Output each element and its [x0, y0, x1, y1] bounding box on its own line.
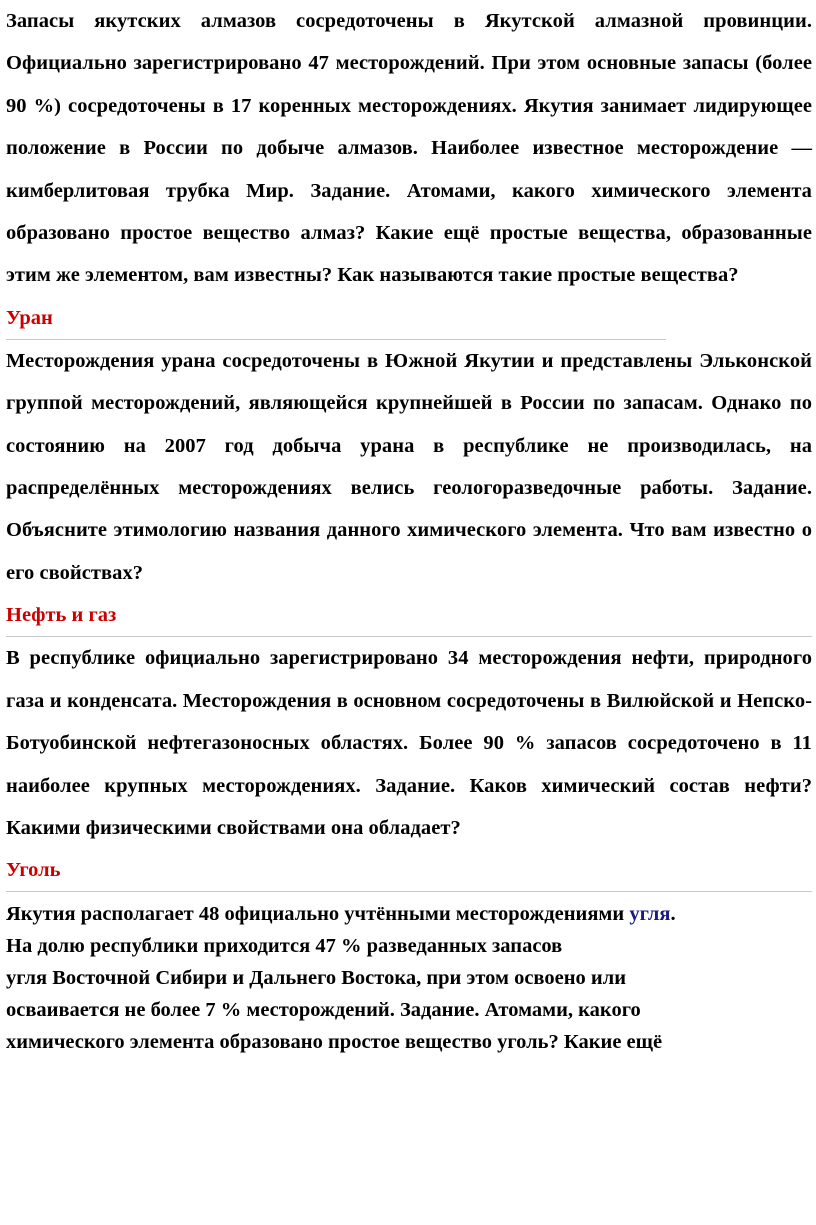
coal-text: Якутия располагает 48 официально учтёнными месторождениями: [6, 903, 630, 926]
coal-line: угля Восточной Сибири и Дальнего Востока, при этом освоено или: [6, 967, 627, 990]
uranium-heading: Уран: [6, 306, 53, 329]
uranium-paragraph: Месторождения урана сосредоточены в Южной Якутии и представлены Эльконской группой месторождений, являющейся крупнейшей в России по запасам. Однако по состоянию на 2007 год добыча урана в республике не производилась, на распределённых месторождениях велись геологоразведочные работы. Задание. Объясните этимологию названия данного химического элемента. Что вам известно о его свойствах?: [6, 349, 812, 584]
coal-heading: Уголь: [6, 859, 61, 882]
coal-text: .: [670, 903, 676, 926]
coal-line: На долю республики приходится 47 % разведанных запасов: [6, 935, 563, 958]
oil-gas-heading: Нефть и газ: [6, 604, 117, 627]
coal-line: [6, 898, 812, 930]
document-page: [6, 0, 812, 1058]
coal-paragraph: [6, 892, 812, 1058]
coal-link[interactable]: угля: [629, 903, 671, 926]
coal-line: химического элемента образовано простое вещество уголь? Какие ещё: [6, 1031, 663, 1054]
oil-gas-paragraph: В республике официально зарегистрировано 34 месторождения нефти, природного газа и конденсата. Месторождения в основном сосредоточены в Вилюйской и Непско-Ботуобинской нефтегазоносных областях. Более 90 % запасов сосредоточено в 11 наиболее крупных месторождениях. Задание. Каков химический состав нефти? Какими физическими свойствами она обладает?: [6, 647, 812, 839]
diamonds-paragraph: Запасы якутских алмазов сосредоточены в Якутской алмазной провинции. Официально зарегистрировано 47 месторождений. При этом основные запасы (более 90 %) сосредоточены в 17 коренных месторождениях. Якутия занимает лидирующее положение в России по добыче алмазов. Наиболее известное месторождение — кимберлитовая трубка Мир. Задание. Атомами, какого химического элемента образовано простое вещество алмаз? Какие ещё простые вещества, образованные этим же элементом, вам известны? Как называются такие простые вещества?: [6, 10, 812, 287]
coal-line: осваивается не более 7 % месторождений. Задание. Атомами, какого: [6, 999, 641, 1022]
